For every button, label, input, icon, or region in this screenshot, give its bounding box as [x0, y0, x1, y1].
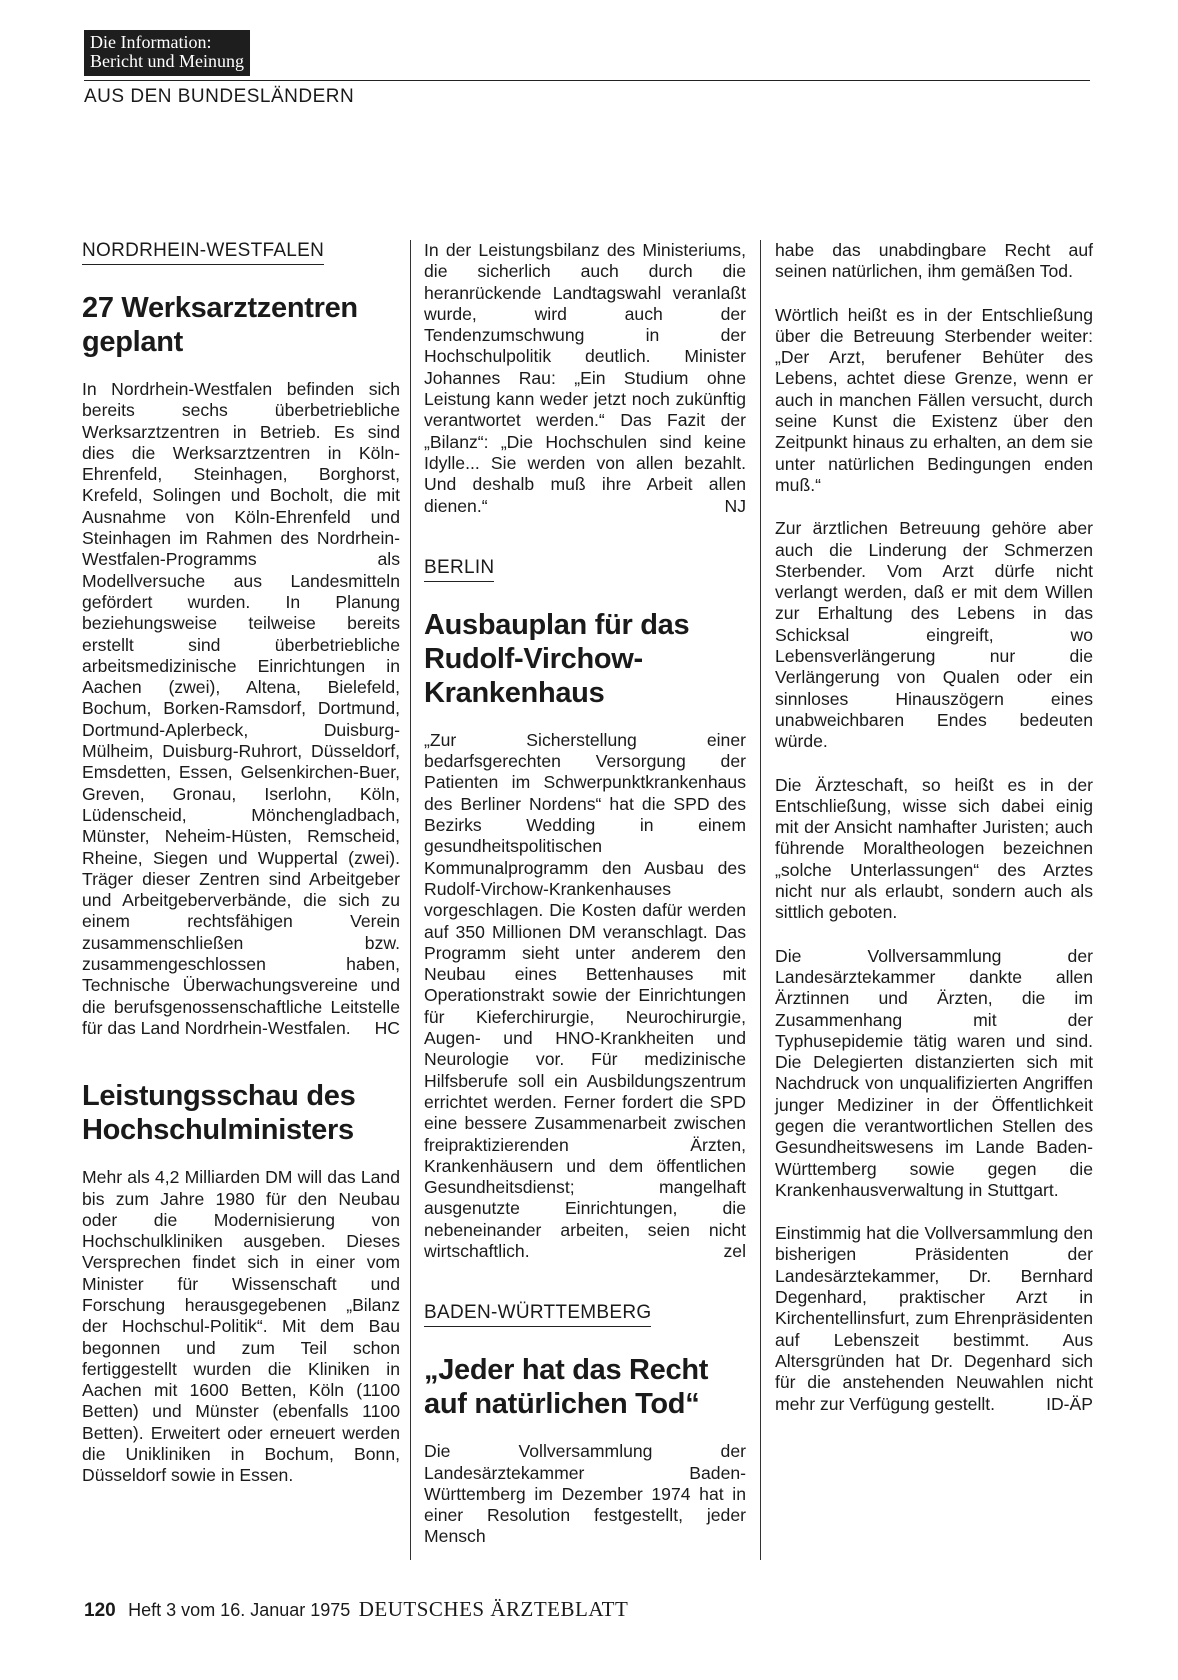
author-signature: ID-ÄP — [1046, 1393, 1093, 1414]
page-footer — [84, 1597, 628, 1622]
region-kicker-nrw: NORDRHEIN-WESTFALEN — [82, 240, 324, 265]
author-signature: NJ — [724, 495, 746, 516]
column-3 — [775, 240, 1093, 1415]
author-signature: HC — [374, 1017, 400, 1038]
author-signature: zel — [723, 1240, 746, 1261]
paragraph: Einstimmig hat die Vollversammlung den bisherigen Präsidenten der Landesärztekammer, Dr. Bernhard Degenhard, praktischer Arzt in Kirchentellinsfurt, zum Ehrenpräsidenten auf Lebenszeit bestimmt. Aus Altersgründen hat Dr. Degenhard sich für die anstehenden Neuwahlen nicht mehr zur Verfügung gestellt. — [775, 1223, 1093, 1414]
masthead-line2: Bericht und Meinung — [90, 51, 244, 71]
paragraph: Zur ärztlichen Betreuung gehöre aber auch die Linderung der Schmerzen Sterbender. Vom Arzt dürfe nicht verlangt werden, daß er mit dem Willen zur Erhaltung des Lebens in das Schicksal eingreift, wo Lebensverlängerung nur die Verlängerung von Qualen oder ein sinnloses Hinauszögern eines unabweichbaren Endes bedeuten würde. — [775, 518, 1093, 752]
article-leistungsschau-continued — [424, 240, 746, 517]
article-ausbauplan — [424, 730, 746, 1262]
magazine-name: DEUTSCHES ÄRZTEBLATT — [358, 1597, 629, 1621]
article-leistungsschau — [82, 1167, 400, 1486]
article-text: „Zur Sicherstellung einer bedarfsgerechten Versorgung der Patienten im Schwerpunktkrankenhaus des Berliner Nordens“ hat die SPD des Bezirks Wedding in einem gesundheitspolitischen Kommunalprogramm den Ausbau des Rudolf-Virchow-Krankenhauses vorgeschlagen. Die Kosten dafür werden auf 350 Millionen DM veranschlagt. Das Programm sieht unter anderem den Neubau eines Bettenhauses mit Operationstrakt sowie der Einrichtungen für Kieferchirurgie, Neurochirurgie, Augen- und HNO-Krankheiten und Neurologie vor. Für medizinische Hilfsberufe soll ein Ausbildungszentrum errichtet werden. Ferner fordert die SPD eine bessere Zusammenarbeit zwischen freipraktizierenden Ärzten, Krankenhäusern und dem öffentlichen Gesundheitsdienst; mangelhaft ausgenutzte Einrichtungen, die nebeneinander arbeiten, seien nicht wirtschaftlich. — [424, 729, 746, 1261]
headline-ausbauplan: Ausbauplan für das Rudolf-Virchow-Krankenhaus — [424, 608, 690, 709]
article-text: Mehr als 4,2 Milliarden DM will das Land bis zum Jahre 1980 für den Neubau oder die Modernisierung von Hochschulkliniken ausgeben. Dieses Versprechen findet sich in einer vom Minister für Wissenschaft und Forschung herausgegebenen „Bilanz der Hochschul-Politik“. Mit dem Bau begonnen und zum Teil schon fertiggestellt wurden die Kliniken in Aachen mit 1600 Betten, Köln (1100 Betten) und Münster (ebenfalls 1100 Betten). Erweitert oder erneuert werden die Unikliniken in Bochum, Bonn, Düsseldorf sowie in Essen. — [82, 1167, 400, 1486]
article-recht-auf-tod-continued — [775, 240, 1093, 1415]
paragraph: Die Vollversammlung der Landesärztekammer dankte allen Ärztinnen und Ärzten, die im Zusammenhang mit der Typhusepidemie tätig waren und sind. Die Delegierten distanzierten sich mit Nachdruck von unqualifizierten Angriffen junger Mediziner in der Öffentlichkeit gegen die verantwortlichen Stellen des Gesundheitswesens im Lande Baden-Württemberg sowie gegen die Krankenhausverwaltung in Stuttgart. — [775, 945, 1093, 1200]
header-rule — [84, 80, 1090, 81]
section-heading: AUS DEN BUNDESLÄNDERN — [84, 86, 355, 107]
column-2 — [424, 240, 746, 1548]
page-number: 120 — [84, 1600, 116, 1621]
paragraph: Wörtlich heißt es in der Entschließung über die Betreuung Sterbender weiter: „Der Arzt, berufener Behüter des Lebens, achtet diese Grenze, wenn er auch in manchen Fällen versucht, durch seine Kunst die Existenz über den Zeitpunkt hinaus zu erhalten, an dem sie unter natürlichen Bedingungen enden muß.“ — [775, 304, 1093, 495]
article-text: In der Leistungsbilanz des Ministeriums, die sicherlich auch durch die heranrückende Landtagswahl veranlaßt wurde, wird auch der Tendenzumschwung in der Hochschulpolitik deutlich. Minister Johannes Rau: „Ein Studium ohne Leistung kann weder jetzt noch zukünftig verantwortet werden.“ Das Fazit der „Bilanz“: „Die Hochschulen sind keine Idylle... Sie werden von allen bezahlt. Und deshalb muß ihre Arbeit allen dienen.“ — [424, 240, 746, 516]
region-kicker-bw: BADEN-WÜRTTEMBERG — [424, 1302, 651, 1327]
article-text: In Nordrhein-Westfalen befinden sich bereits sechs überbetriebliche Werksarztzentren in Betrieb. Es sind dies die Werksarztzentren in Köln-Ehrenfeld, Steinhagen, Borghorst, Krefeld, Solingen und Bocholt, die mit Ausnahme von Köln-Ehrenfeld und Steinhagen im Rahmen des Nordrhein-Westfalen-Programms als Modellversuche aus Landesmitteln gefördert wurden. In Planung beziehungsweise teilweise bereits erstellt sind überbetriebliche arbeitsmedizinische Einrichtungen in Aachen (zwei), Altena, Bielefeld, Bochum, Borken-Ramsdorf, Dortmund, Dortmund-Aplerbeck, Duisburg-Mülheim, Duisburg-Ruhrort, Düsseldorf, Emsdetten, Essen, Gelsenkirchen-Buer, Greven, Gronau, Iserlohn, Köln, Lüdenscheid, Mönchengladbach, Münster, Neheim-Hüsten, Remscheid, Rheine, Siegen und Wuppertal (zwei). Träger dieser Zentren sind Arbeitgeber und Arbeitgeberverbände, die sich zu einem rechtsfähigen Verein zusammenschließen bzw. zusammengeschlossen haben, Technische Überwachungsvereine und die berufsgenossenschaftliche Leitstelle für das Land Nordrhein-Westfalen. — [82, 379, 400, 1038]
headline-leistungsschau: Leistungsschau des Hochschulministers — [82, 1080, 356, 1147]
article-werksarztzentren — [82, 379, 400, 1039]
article-recht-auf-tod — [424, 1441, 746, 1547]
paragraph: Die Ärzteschaft, so heißt es in der Entschließung, wisse sich dabei einig mit der Ansicht namhafter Juristen; auch führende Moraltheologen bezeichnen „solche Unterlassungen“ des Arztes nicht nur als erlaubt, sondern auch als sittlich geboten. — [775, 774, 1093, 923]
headline-werksarztzentren: 27 Werksarztzentren geplant — [82, 292, 358, 358]
region-kicker-berlin: BERLIN — [424, 557, 494, 582]
paragraph: habe das unabdingbare Recht auf seinen natürlichen, ihm gemäßen Tod. — [775, 240, 1093, 282]
issue-info: Heft 3 vom 16. Januar 1975 — [128, 1600, 351, 1620]
column-divider-1 — [410, 240, 411, 1560]
masthead-box — [84, 30, 250, 76]
column-divider-2 — [760, 240, 761, 1560]
article-text: Die Vollversammlung der Landesärztekammer Baden-Württemberg im Dezember 1974 hat in einer Resolution festgestellt, jeder Mensch — [424, 1441, 746, 1547]
headline-recht-auf-tod: „Jeder hat das Recht auf natürlichen Tod“ — [424, 1354, 709, 1421]
column-1 — [82, 240, 400, 1487]
masthead-line1: Die Information: — [90, 32, 212, 52]
